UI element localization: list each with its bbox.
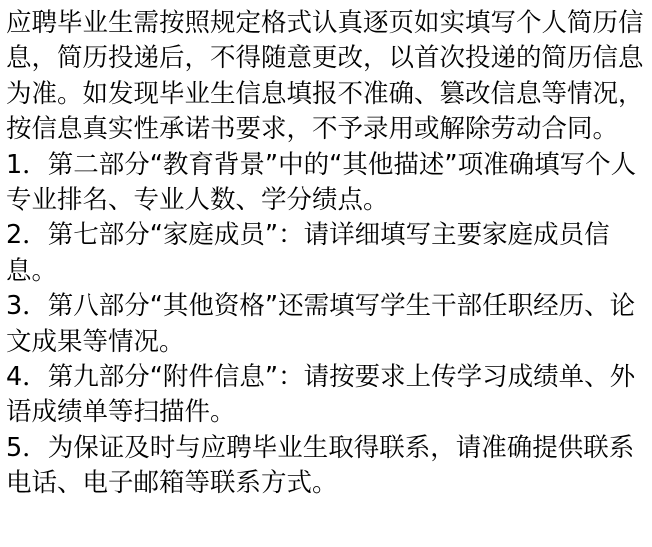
requirement-item-4: 4．第九部分“附件信息”：请按要求上传学习成绩单、外语成绩单等扫描件。 <box>6 362 636 428</box>
requirement-item-2: 2．第七部分“家庭成员”：请详细填写主要家庭成员信息。 <box>6 220 610 286</box>
requirement-item-1: 1．第二部分“教育背景”中的“其他描述”项准确填写个人专业排名、专业人数、学分绩点。 <box>6 149 637 216</box>
requirement-item-5: 5．为保证及时与应聘毕业生取得联系，请准确提供联系电话、电子邮箱等联系方式。 <box>6 432 635 499</box>
requirement-item-3: 3．第八部分“其他资格”还需填写学生干部任职经历、论文成果等情况。 <box>6 291 636 357</box>
intro-paragraph: 应聘毕业生需按照规定格式认真逐页如实填写个人简历信息，简历投递后，不得随意更改，以首次投递的简历信息为准。如发现毕业生信息填报不准确、篡改信息等情况，按信息真实性承诺书要求，不予录用或解除劳动合同。 <box>6 8 644 145</box>
